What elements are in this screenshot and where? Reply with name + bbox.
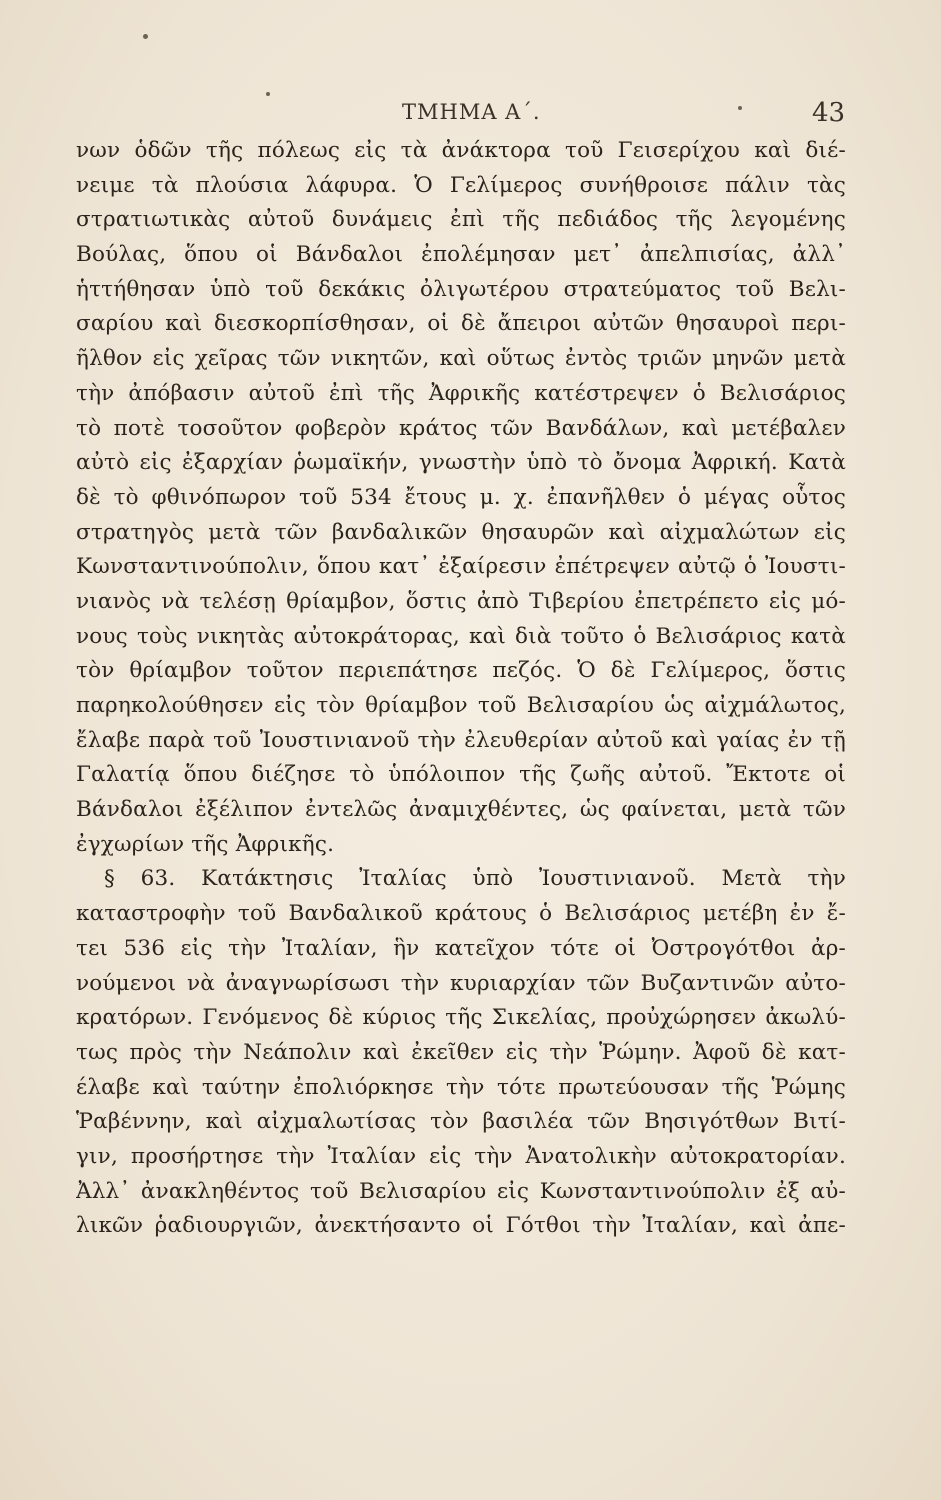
- text-line: στρατιωτικὰς αὐτοῦ δυνάμεις ἐπὶ τῆς πεδιάδος τῆς λεγομένης: [76, 207, 846, 233]
- running-head: ΤΜΗΜΑ Α΄.: [402, 100, 541, 124]
- page-number: 43: [812, 98, 846, 128]
- text-line: παρηκολούθησεν εἰς τὸν θρίαμβον τοῦ Βελισαρίου ὡς αἰχμάλωτος,: [76, 693, 846, 718]
- text-line: κρατόρων. Γενόμενος δὲ κύριος τῆς Σικελίας, προὐχώρησεν ἀκωλύ-: [76, 1005, 846, 1031]
- text-line: αὐτὸ εἰς ἐξαρχίαν ῥωμαϊκήν, γνωστὴν ὑπὸ τὸ ὄνομα Ἀφρική. Κατὰ: [76, 450, 846, 476]
- section-heading-line: § 63. Κατάκτησις Ἰταλίας ὑπὸ Ἰουστινιανοῦ. Μετὰ τὴν: [104, 866, 846, 892]
- text-line: καταστροφὴν τοῦ Βανδαλικοῦ κράτους ὁ Βελισάριος μετέβη ἐν ἔ-: [76, 901, 846, 927]
- text-line: Γαλατίᾳ ὅπου διέζησε τὸ ὑπόλοιπον τῆς ζωῆς αὐτοῦ. Ἔκτοτε οἱ: [76, 762, 846, 788]
- text-line: τως πρὸς τὴν Νεάπολιν καὶ ἐκεῖθεν εἰς τὴν Ῥώμην. Ἀφοῦ δὲ κατ-: [76, 1039, 846, 1065]
- text-line: ἡττήθησαν ὑπὸ τοῦ δεκάκις ὀλιγωτέρου στρατεύματος τοῦ Βελι-: [76, 276, 846, 302]
- text-line: τει 536 εἰς τὴν Ἰταλίαν, ἣν κατεῖχον τότε οἱ Ὀστρογότθοι ἀρ-: [76, 935, 846, 961]
- page-header: [0, 98, 941, 138]
- text-line: δὲ τὸ φθινόπωρον τοῦ 534 ἔτους μ. χ. ἐπανῆλθεν ὁ μέγας οὗτος: [76, 484, 846, 510]
- ink-speck: [143, 34, 148, 39]
- text-line: έλαβε καὶ ταύτην ἐπολιόρκησε τὴν τότε πρωτεύουσαν τῆς Ῥώμης: [76, 1074, 846, 1100]
- text-line: ῆλθον εἰς χεῖρας τῶν νικητῶν, καὶ οὕτως ἐντὸς τριῶν μηνῶν μετὰ: [76, 346, 846, 372]
- ink-speck: [266, 92, 270, 96]
- text-line: Κωνσταντινούπολιν, ὅπου κατ᾽ ἐξαίρεσιν ἐπέτρεψεν αὐτῷ ὁ Ἰουστι-: [76, 554, 846, 580]
- text-line: νούμενοι νὰ ἀναγνωρίσωσι τὴν κυριαρχίαν τῶν Βυζαντινῶν αὐτο-: [76, 970, 846, 996]
- text-line: Ῥαβέννην, καὶ αἰχμαλωτίσας τὸν βασιλέα τῶν Βησιγότθων Βιτί-: [76, 1109, 846, 1135]
- body-text: [76, 134, 846, 1244]
- text-line: ἔλαβε παρὰ τοῦ Ἰουστινιανοῦ τὴν ἐλευθερίαν αὐτοῦ καὶ γαίας ἐν τῇ: [76, 727, 846, 753]
- text-line: νους τοὺς νικητὰς αὐτοκράτορας, καὶ διὰ τοῦτο ὁ Βελισάριος κατὰ: [76, 623, 846, 649]
- paragraph-end-line: ἐγχωρίων τῆς Ἀφρικῆς.: [76, 831, 335, 857]
- text-line: λικῶν ῥαδιουργιῶν, ἀνεκτήσαντο οἱ Γότθοι τὴν Ἰταλίαν, καὶ ἀπε-: [76, 1213, 846, 1239]
- text-line: σαρίου καὶ διεσκορπίσθησαν, οἱ δὲ ἄπειροι αὐτῶν θησαυροὶ περι-: [76, 311, 846, 337]
- text-line: γιν, προσήρτησε τὴν Ἰταλίαν εἰς τὴν Ἀνατολικὴν αὐτοκρατορίαν.: [76, 1143, 846, 1169]
- text-line: Βούλας, ὅπου οἱ Βάνδαλοι ἐπολέμησαν μετ᾽ ἀπελπισίας, ἀλλ᾽: [76, 242, 846, 268]
- text-line: νων ὁδῶν τῆς πόλεως εἰς τὰ ἀνάκτορα τοῦ Γεισερίχου καὶ διέ-: [76, 138, 846, 163]
- text-line: νιανὸς νὰ τελέσῃ θρίαμβον, ὅστις ἀπὸ Τιβερίου ἐπετρέπετο εἰς μό-: [76, 588, 846, 614]
- text-line: τὸν θρίαμβον τοῦτον περιεπάτησε πεζός. Ὁ δὲ Γελίμερος, ὅστις: [76, 658, 846, 684]
- text-line: τὴν ἀπόβασιν αὐτοῦ ἐπὶ τῆς Ἀφρικῆς κατέστρεψεν ὁ Βελισάριος: [76, 380, 846, 406]
- text-line: Ἀλλ᾽ ἀνακληθέντος τοῦ Βελισαρίου εἰς Κωνσταντινούπολιν ἐξ αὐ-: [76, 1178, 846, 1204]
- text-line: τὸ ποτὲ τοσοῦτον φοβερὸν κράτος τῶν Βανδάλων, καὶ μετέβαλεν: [76, 415, 846, 441]
- text-line: Βάνδαλοι ἐξέλιπον ἐντελῶς ἀναμιχθέντες, ὡς φαίνεται, μετὰ τῶν: [76, 797, 846, 823]
- text-line: νειμε τὰ πλούσια λάφυρα. Ὁ Γελίμερος συνήθροισε πάλιν τὰς: [76, 172, 846, 198]
- text-line: στρατηγὸς μετὰ τῶν βανδαλικῶν θησαυρῶν καὶ αἰχμαλώτων εἰς: [76, 519, 846, 545]
